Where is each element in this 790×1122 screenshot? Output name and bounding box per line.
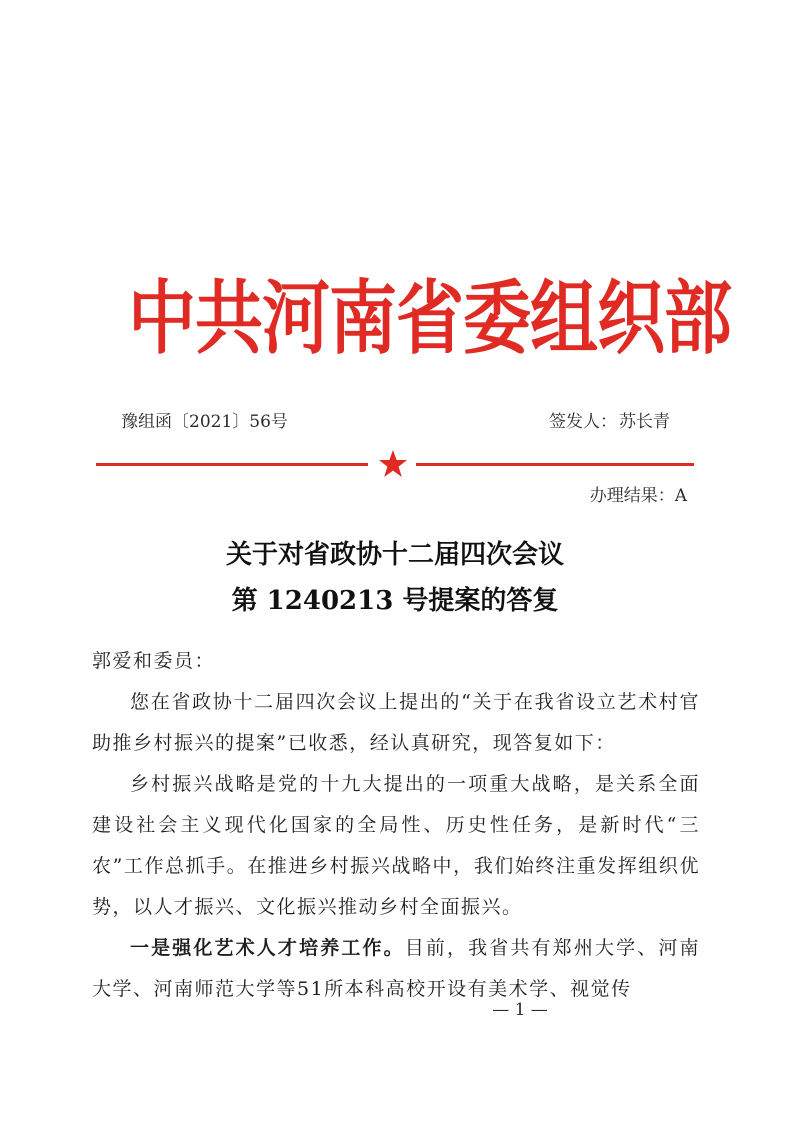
paragraph-3-lead: 一是强化艺术人才培养工作。 (130, 937, 405, 959)
paragraph-1: 您在省政协十二届四次会议上提出的“关于在我省设立艺术村官助推乡村振兴的提案”已收悉，经认真研究，现答复如下： (92, 691, 700, 754)
signer-name: 苏长青 (619, 412, 670, 432)
red-divider-left (96, 463, 368, 466)
document-title (0, 532, 790, 624)
page-number: — 1 — (492, 1000, 548, 1020)
salutation: 郭爱和委员： (92, 650, 216, 672)
title-line-2: 第 1240213 号提案的答复 (231, 586, 559, 616)
handling-result: 办理结果：A (589, 486, 687, 506)
paragraph-2: 乡村振兴战略是党的十九大提出的一项重大战略，是关系全面建设社会主义现代化国家的全局性、历史性任务，是新时代“三农”工作总抓手。在推进乡村振兴战略中，我们始终注重发挥组织优势，以人才振兴、文化振兴推动乡村全面振兴。 (92, 773, 700, 918)
document-number: 豫组函〔2021〕56号 (121, 412, 288, 432)
paragraph-3-rest: 目前，我省共有郑州大学、河南大学、河南师范大学等51所本科高校开设有美术学、视觉传 (92, 937, 700, 1000)
document-body (92, 641, 700, 1010)
star-icon (377, 448, 409, 480)
title-line-1: 关于对省政协十二届四次会议 (225, 540, 564, 570)
signer (549, 407, 670, 432)
org-title: 中共河南省委组织部 (128, 272, 732, 366)
signer-label: 签发人： (549, 412, 617, 432)
paragraph-3 (92, 928, 700, 1010)
red-divider-right (416, 463, 694, 466)
